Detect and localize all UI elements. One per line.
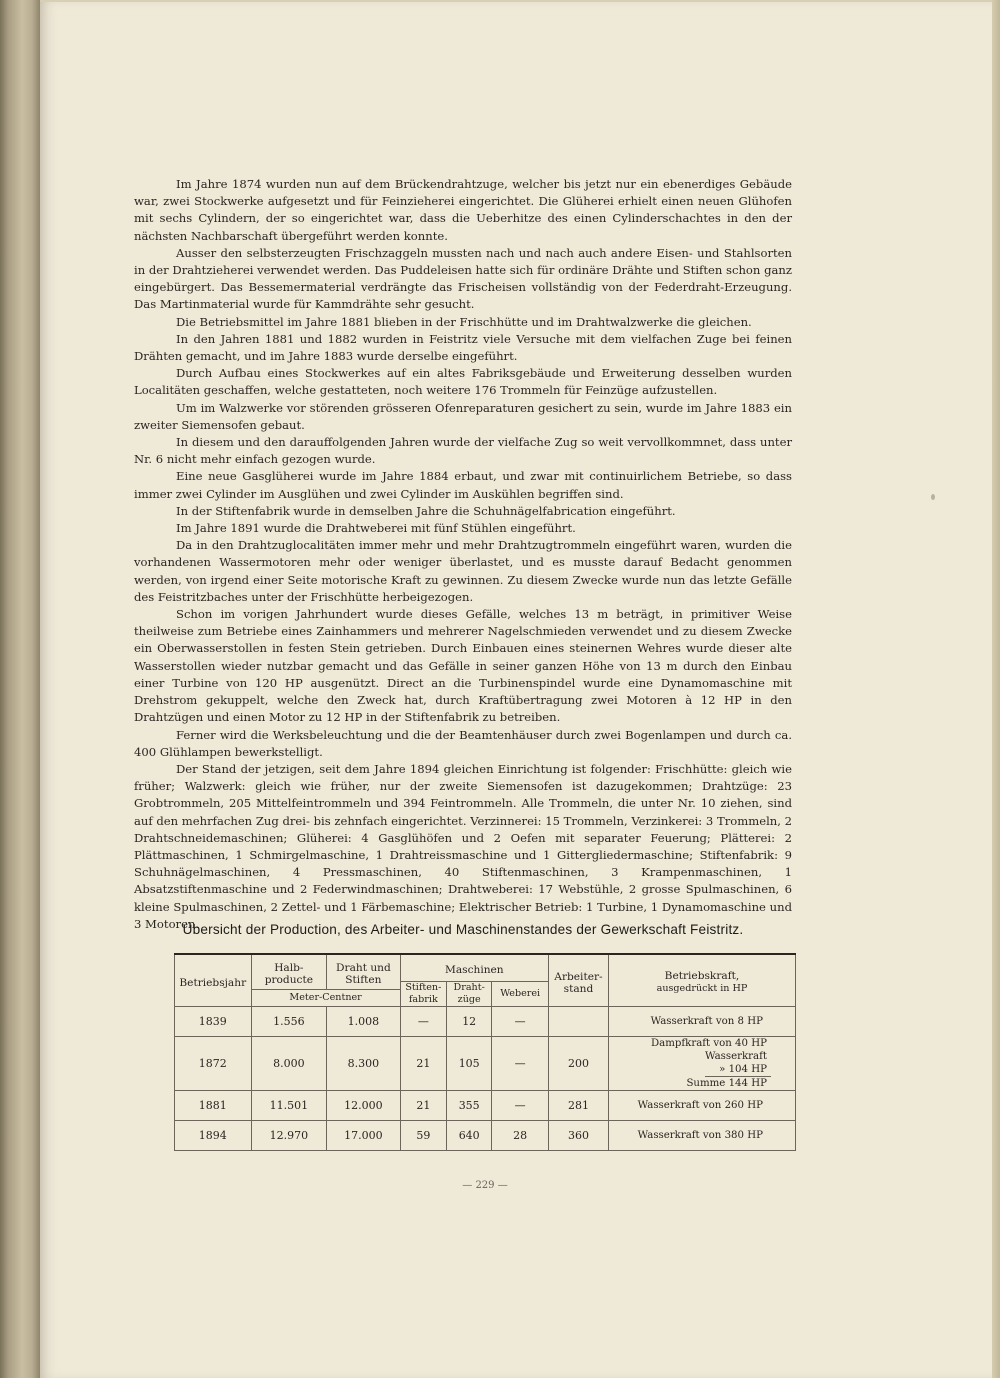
cell-stiftenfabrik: 21	[400, 1091, 446, 1121]
col-header-betriebskraft	[608, 954, 795, 1007]
body-text	[134, 176, 792, 933]
cell-drahtzuege: 640	[447, 1121, 492, 1151]
betriebskraft-sub: ausgedrückt in HP	[656, 983, 748, 994]
cell-draht: 17.000	[327, 1121, 400, 1151]
cell-halbproducte: 8.000	[251, 1037, 327, 1091]
cell-drahtzuege: 12	[447, 1007, 492, 1037]
betriebskraft-label: Betriebskraft,	[664, 970, 740, 982]
table-row	[175, 1037, 796, 1091]
col-header-draht-stiften: Draht und Stiften	[327, 954, 400, 990]
table-row	[175, 1091, 796, 1121]
paragraph: Um im Walzwerke vor störenden grösseren Ofenreparaturen gesichert zu sein, wurde im Jahre 1883 ein zweiter Siemensofen gebaut.	[134, 400, 792, 432]
kraft-sum: Summe 144 HP	[686, 1078, 767, 1089]
paragraph: Im Jahre 1891 wurde die Drahtweberei mit fünf Stühlen eingeführt.	[176, 521, 576, 536]
paragraph: Eine neue Gasglüherei wurde im Jahre 1884 erbaut, und zwar mit continuirlichem Betriebe, so dass immer zwei Cylinder im Ausglühen und zwei Cylinder im Auskühlen begriffen sind.	[134, 469, 792, 501]
cell-drahtzuege: 105	[447, 1037, 492, 1091]
book-spine	[0, 0, 40, 1378]
kraft-line: Dampfkraft von 40 HP	[650, 1038, 767, 1049]
cell-betriebskraft: Wasserkraft von 380 HP	[608, 1121, 795, 1151]
cell-stiftenfabrik: 59	[400, 1121, 446, 1151]
production-table	[174, 953, 796, 1151]
col-header-halbproducte: Halb-producte	[251, 954, 327, 990]
cell-weberei: —	[492, 1037, 549, 1091]
cell-draht: 1.008	[327, 1007, 400, 1037]
paragraph: Die Betriebsmittel im Jahre 1881 blieben in der Frischhütte und im Drahtwalzwerke die gleichen.	[176, 314, 752, 329]
col-header-drahtzuege: Draht-züge	[447, 982, 492, 1007]
paragraph: Im Jahre 1874 wurden nun auf dem Brückendrahtzuge, welcher bis jetzt nur ein ebenerdiges Gebäude war, zwei Stockwerke aufgesetzt und für Feinzieherei eingerichtet. Die Glüherei erhielt einen neuen Glühofen mit sechs Cylindern, der so eingerichtet war, dass die Ueberhitze des einen Cylinderschachtes in den der nächsten Nachbarschaft übergeführt werden konnte.	[134, 177, 792, 243]
cell-drahtzuege: 355	[447, 1091, 492, 1121]
col-header-betriebsjahr: Betriebsjahr	[175, 954, 252, 1007]
cell-jahr: 1894	[175, 1121, 252, 1151]
cell-arbeiterstand: 200	[548, 1037, 608, 1091]
col-header-maschinen: Maschinen	[400, 954, 548, 982]
paragraph: Durch Aufbau eines Stockwerkes auf ein altes Fabriksgebäude und Erweiterung desselben wurden Localitäten geschaffen, welche gestatteten, noch weitere 176 Trommeln für Feinzüge aufzustellen.	[134, 366, 792, 398]
cell-jahr: 1872	[175, 1037, 252, 1091]
paragraph: Ausser den selbsterzeugten Frischzaggeln mussten nach und nach auch andere Eisen- und Stahlsorten in der Drahtzieherei verwendet werden. Das Puddeleisen hatte sich für ordinäre Drähte und Stiften schon ganz eingebürgert. Das Bessemermaterial verdrängte das Frischeisen vollständig von der Federdraht-Erzeugung. Das Martinmaterial wurde für Kammdrähte sehr gesucht.	[134, 245, 792, 312]
paragraph: In diesem und den darauffolgenden Jahren wurde der vielfache Zug so weit vervollkommnet, dass unter Nr. 6 nicht mehr einfach gezogen wurde.	[134, 435, 792, 467]
paragraph: Der Stand der jetzigen, seit dem Jahre 1894 gleichen Einrichtung ist folgender: Frischhütte: gleich wie früher; Walzwerk: gleich wie früher, nur der zweite Siemensofen ist dazugekommen; Drahtzüge: 23 Grobtrommeln, 205 Mittelfeintrommeln und 394 Feintrommeln. Alle Trommeln, die unter Nr. 10 ziehen, sind auf den mehrfachen Zug drei- bis zehnfach eingerichtet. Verzinnerei: 15 Trommeln, Verzinkerei: 3 Trommeln, 2 Drahtschneidemaschinen; Glüherei: 4 Gasglühöfen und 2 Oefen mit separater Feuerung; Plätterei: 2 Plättmaschinen, 1 Schmirgelmaschine, 1 Drahtreissmaschine und 1 Gittergliedermaschine; Stiftenfabrik: 9 Schuhnägelmaschinen, 4 Pressmaschinen, 40 Stiftenmaschinen, 3 Krampenmaschinen, 1 Absatzstiftenmaschine und 2 Federwindmaschinen; Drahtweberei: 17 Webstühle, 2 grosse Spulmaschinen, 6 kleine Spulmaschinen, 2 Zettel- und 1 Färbemaschine; Elektrischer Betrieb: 1 Turbine, 1 Dynamomaschine und 3 Motoren.	[134, 761, 792, 931]
paragraph: Da in den Drahtzuglocalitäten immer mehr und mehr Drahtzugtrommeln eingeführt waren, wurden die vorhandenen Wassermotoren mehr oder weniger überlastet, und es musste darauf Bedacht genommen werden, von irgend einer Seite motorische Kraft zu gewinnen. Zu diesem Zwecke wurde nun das letzte Gefälle des Feistritzbaches unter der Frischhütte herbeigezogen.	[134, 538, 792, 604]
cell-weberei: —	[492, 1007, 549, 1037]
table-row	[175, 1121, 796, 1151]
paragraph: Ferner wird die Werksbeleuchtung und die der Beamtenhäuser durch zwei Bogenlampen und durch ca. 400 Glühlampen bewerkstelligt.	[134, 727, 792, 759]
cell-betriebskraft	[608, 1037, 795, 1091]
cell-weberei: 28	[492, 1121, 549, 1151]
cell-arbeiterstand: 360	[548, 1121, 608, 1151]
cell-halbproducte: 12.970	[251, 1121, 327, 1151]
page-edge	[992, 0, 1000, 1378]
kraft-line: Wasserkraft » 104 HP	[705, 1050, 771, 1077]
cell-draht: 12.000	[327, 1091, 400, 1121]
cell-betriebskraft: Wasserkraft von 8 HP	[608, 1007, 795, 1037]
paragraph: In den Jahren 1881 und 1882 wurden in Feistritz viele Versuche mit dem vielfachen Zuge bei feinen Drähten gemacht, und im Jahre 1883 wurde derselbe eingeführt.	[134, 331, 792, 364]
table-caption: Übersicht der Production, des Arbeiter- und Maschinenstandes der Gewerkschaft Feistritz.	[182, 922, 744, 937]
cell-jahr: 1881	[175, 1091, 252, 1121]
cell-arbeiterstand	[548, 1007, 608, 1037]
col-header-arbeiterstand: Arbeiter-stand	[548, 954, 608, 1007]
col-header-weberei: Weberei	[492, 982, 549, 1007]
cell-stiftenfabrik: —	[400, 1007, 446, 1037]
table-row	[175, 1007, 796, 1037]
cell-jahr: 1839	[175, 1007, 252, 1037]
cell-draht: 8.300	[327, 1037, 400, 1091]
cell-stiftenfabrik: 21	[400, 1037, 446, 1091]
paper-speck	[931, 494, 935, 500]
cell-halbproducte: 11.501	[251, 1091, 327, 1121]
cell-halbproducte: 1.556	[251, 1007, 327, 1037]
page-number: — 229 —	[462, 1180, 508, 1191]
cell-weberei: —	[492, 1091, 549, 1121]
col-header-meter-centner: Meter-Centner	[251, 990, 400, 1007]
col-header-stiftenfabrik: Stiften-fabrik	[400, 982, 446, 1007]
paragraph: In der Stiftenfabrik wurde in demselben Jahre die Schuhnägelfabrication eingeführt.	[176, 503, 676, 518]
paragraph: Schon im vorigen Jahrhundert wurde dieses Gefälle, welches 13 m beträgt, in primitiver Weise theilweise zum Betriebe eines Zainhammers und mehrerer Nagelschmieden verwendet und zu diesem Zwecke ein Oberwasserstollen in festen Stein getrieben. Durch Einbauen eines steinernen Wehres wurde dieser alte Wasserstollen wieder nutzbar gemacht und das Gefälle in seiner ganzen Höhe von 13 m durch den Einbau einer Turbine von 120 HP ausgenützt. Direct an die Turbinenspindel wurde eine Dynamomaschine mit Drehstrom gekuppelt, welche den Zweck hat, durch Kraftübertragung zwei Motoren à 12 HP in den Drahtzügen und einen Motor zu 12 HP in der Stiftenfabrik zu betreiben.	[134, 607, 792, 725]
cell-arbeiterstand: 281	[548, 1091, 608, 1121]
cell-betriebskraft: Wasserkraft von 260 HP	[608, 1091, 795, 1121]
